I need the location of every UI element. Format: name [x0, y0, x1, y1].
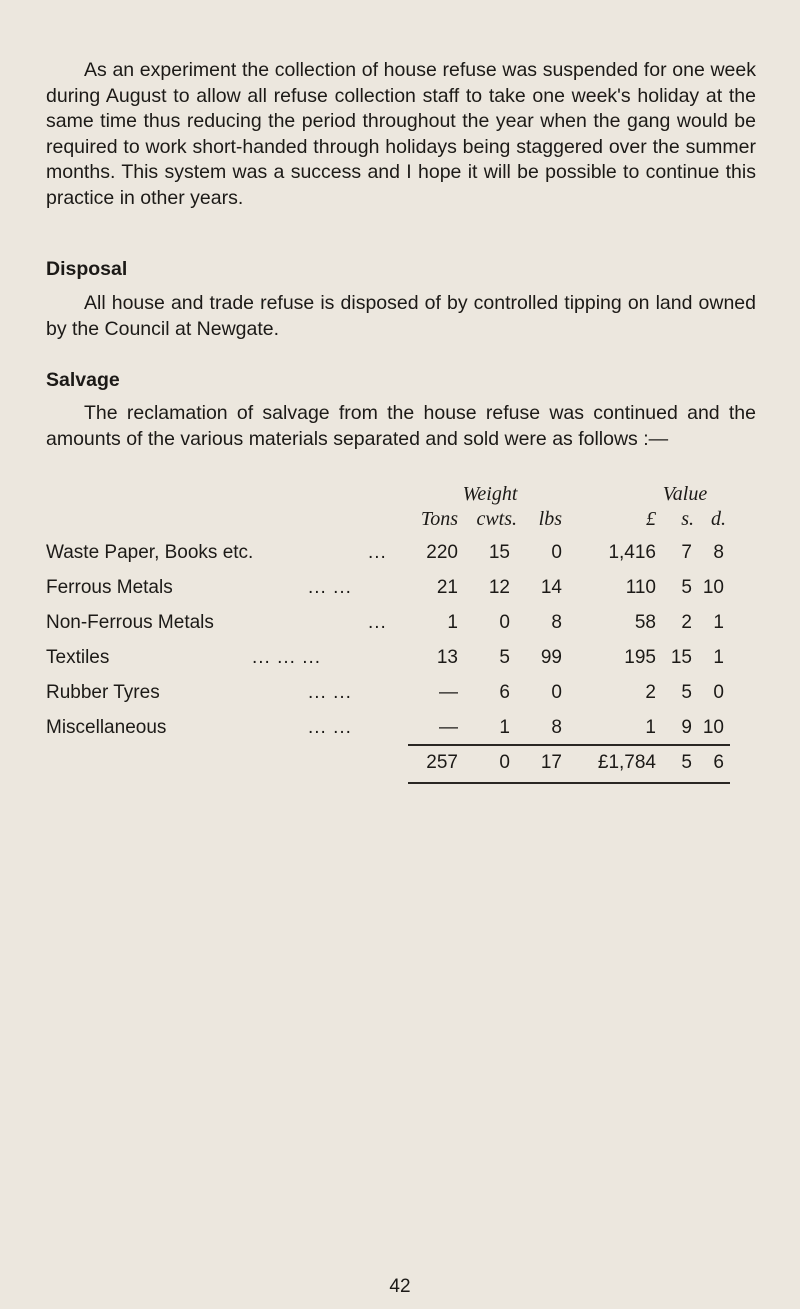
total-lbs: 17: [540, 752, 562, 773]
dot-leader: ... ...: [308, 577, 352, 598]
cwts-cell: 1: [499, 717, 510, 738]
tons-cell: 220: [426, 542, 458, 563]
table-row-label: Textiles: [46, 647, 110, 668]
dot-leader: ...: [368, 612, 387, 633]
dot-leader: ... ... ...: [252, 647, 322, 668]
disposal-heading: Disposal: [46, 258, 128, 280]
table-row-label: Non-Ferrous Metals: [46, 612, 214, 633]
pounds-cell: 1,416: [608, 542, 656, 563]
tons-header: Tons: [420, 508, 458, 530]
tons-cell: 13: [436, 647, 458, 668]
cwts-cell: 6: [499, 682, 510, 703]
lbs-cell: 99: [540, 647, 562, 668]
lbs-cell: 8: [551, 717, 562, 738]
pence-cell: 8: [713, 542, 724, 563]
pence-header: d.: [711, 508, 726, 530]
tons-cell: —: [439, 717, 458, 738]
cwts-cell: 15: [488, 542, 510, 563]
salvage-heading: Salvage: [46, 369, 120, 391]
lbs-cell: 0: [551, 542, 562, 563]
table-row-label: Rubber Tyres: [46, 682, 160, 703]
pence-cell: 10: [702, 717, 724, 738]
shillings-cell: 5: [681, 682, 692, 703]
total-pounds: £1,784: [597, 752, 656, 773]
pence-cell: 0: [713, 682, 724, 703]
shillings-cell: 15: [670, 647, 692, 668]
shillings-header: s.: [681, 508, 694, 530]
dot-leader: ... ...: [308, 682, 352, 703]
cwts-cell: 12: [488, 577, 510, 598]
pence-cell: 1: [713, 647, 724, 668]
shillings-cell: 5: [681, 577, 692, 598]
lbs-cell: 8: [551, 612, 562, 633]
pence-cell: 10: [702, 577, 724, 598]
dot-leader: ... ...: [308, 717, 352, 738]
lbs-cell: 14: [540, 577, 562, 598]
total-top-rule: [408, 744, 730, 746]
pounds-header: £: [646, 508, 656, 530]
lbs-cell: 0: [551, 682, 562, 703]
table-row-label: Miscellaneous: [46, 717, 167, 738]
total-bottom-rule: [408, 782, 730, 784]
pounds-cell: 2: [645, 682, 656, 703]
cwts-header: cwts.: [476, 508, 517, 530]
cwts-cell: 0: [499, 612, 510, 633]
total-shillings: 5: [681, 752, 692, 773]
pounds-cell: 1: [645, 717, 656, 738]
pounds-cell: 110: [625, 577, 656, 598]
tons-cell: 1: [447, 612, 458, 633]
total-pence: 6: [713, 752, 724, 773]
shillings-cell: 9: [681, 717, 692, 738]
lbs-header: lbs: [538, 508, 562, 530]
shillings-cell: 2: [681, 612, 692, 633]
salvage-paragraph: The reclamation of salvage from the house refuse was continued and the amounts of the various materials separated and sold were as follows :—: [46, 402, 756, 450]
pence-cell: 1: [713, 612, 724, 633]
total-tons: 257: [426, 752, 458, 773]
tons-cell: —: [439, 682, 458, 703]
pounds-cell: 195: [624, 647, 656, 668]
experiment-paragraph: As an experiment the collection of house refuse was suspended for one week during August to allow all refuse collection staff to take one week's holiday at the same time thus reducing the period throughout the year when the gang would be required to work short-handed through holidays being staggered over the summer months. This system was a success and I hope it will be possible to continue this practice in other years.: [46, 59, 756, 209]
value-group-header: Value: [662, 483, 708, 505]
pounds-cell: 58: [634, 612, 656, 633]
table-row-label: Waste Paper, Books etc.: [46, 542, 254, 563]
page-number: 42: [389, 1276, 411, 1297]
shillings-cell: 7: [681, 542, 692, 563]
disposal-paragraph: All house and trade refuse is disposed of by controlled tipping on land owned by the Council at Newgate.: [46, 292, 756, 340]
tons-cell: 21: [436, 577, 458, 598]
dot-leader: ...: [368, 542, 387, 563]
cwts-cell: 5: [499, 647, 510, 668]
table-row-label: Ferrous Metals: [46, 577, 173, 598]
total-cwts: 0: [499, 752, 510, 773]
weight-group-header: Weight: [462, 483, 518, 505]
